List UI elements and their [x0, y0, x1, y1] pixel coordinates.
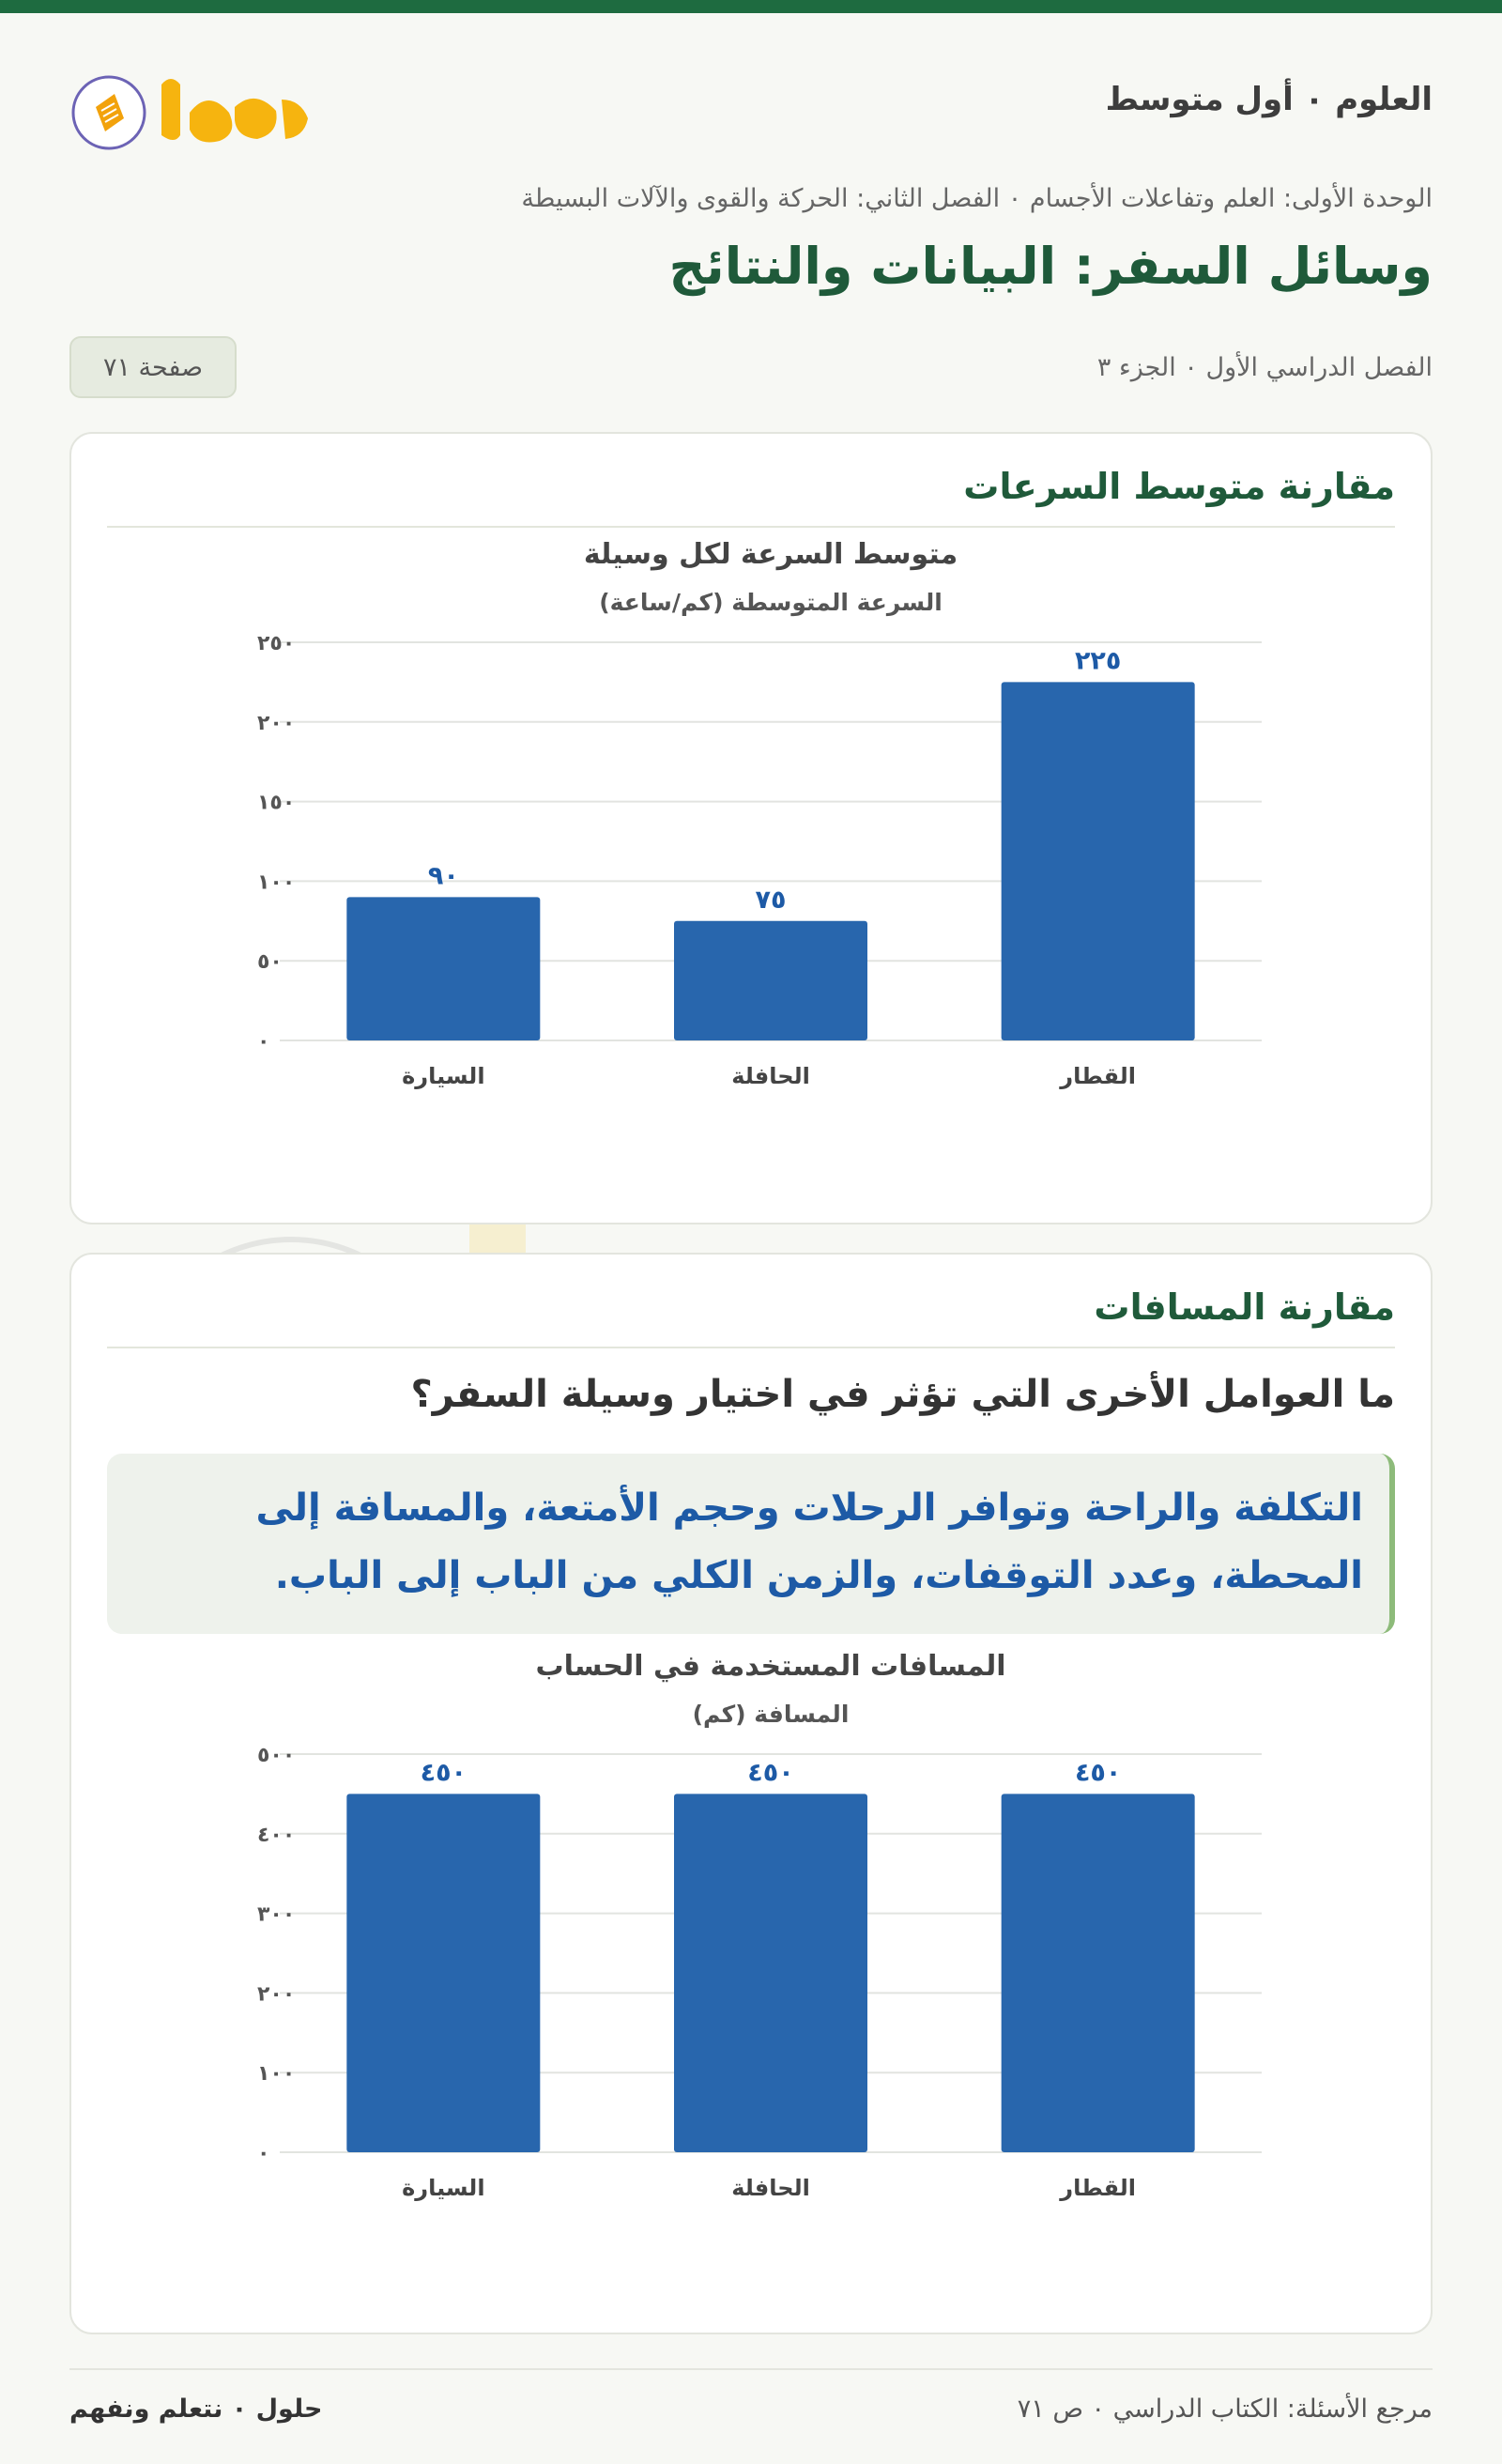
chart-title: المسافات المستخدمة في الحساب — [535, 1650, 1006, 1683]
footer-divider — [69, 2368, 1433, 2370]
data-label: ٤٥٠ — [420, 1758, 467, 1788]
x-tick-label: السيارة — [402, 2175, 485, 2201]
y-tick-label: ١٠٠ — [257, 870, 296, 895]
question-text: ما العوامل الأخرى التي تؤثر في اختيار وسيلة السفر؟ — [410, 1373, 1395, 1416]
y-tick-label: ٥٠ — [257, 950, 283, 975]
data-label: ٤٥٠ — [1074, 1758, 1122, 1788]
y-tick-label: ٢٥٠ — [257, 632, 296, 655]
y-tick-label: ٥٠٠ — [257, 1744, 296, 1767]
semester-meta: الفصل الدراسي الأول ٠ الجزء ٣ — [1096, 353, 1433, 382]
bar — [346, 897, 540, 1040]
data-label: ٩٠ — [427, 861, 459, 891]
distance-comparison-card — [69, 1253, 1433, 2334]
distance-bar-chart — [71, 1649, 1434, 2325]
y-tick-label: ٢٠٠ — [257, 1982, 296, 2007]
y-tick-label: ٣٠٠ — [257, 1902, 296, 1927]
bar — [674, 1794, 867, 2152]
y-axis-label: المسافة (كم) — [692, 1701, 850, 1728]
page-number-badge: صفحة ٧١ — [69, 336, 237, 398]
top-accent-bar — [0, 0, 1502, 13]
x-tick-label: القطار — [1060, 1063, 1137, 1089]
data-label: ٢٢٥ — [1074, 646, 1122, 676]
x-tick-label: الحافلة — [731, 2175, 810, 2201]
footer-brand: حلول ٠ نتعلم ونفهم — [69, 2395, 323, 2424]
x-tick-label: القطار — [1060, 2175, 1137, 2201]
data-label: ٧٥ — [755, 885, 787, 915]
page-header — [69, 56, 1433, 150]
speed-bar-chart — [71, 537, 1434, 1213]
y-tick-label: ١٥٠ — [257, 791, 296, 815]
divider — [107, 1347, 1395, 1348]
x-tick-label: السيارة — [402, 1063, 485, 1089]
bar — [1002, 682, 1195, 1040]
card-heading: مقارنة المسافات — [1094, 1286, 1395, 1328]
x-tick-label: الحافلة — [731, 1063, 810, 1089]
answer-text: التكلفة والراحة وتوافر الرحلات وحجم الأمتعة، والمسافة إلى المحطة، وعدد التوقفات، والزمن الكلي من الباب إلى الباب. — [255, 1486, 1363, 1597]
y-tick-label: ٠ — [257, 1030, 270, 1054]
bar — [674, 921, 867, 1040]
y-tick-label: ٠ — [257, 2142, 270, 2165]
bar — [346, 1794, 540, 2152]
card-heading: مقارنة متوسط السرعات — [963, 466, 1395, 507]
bar — [1002, 1794, 1195, 2152]
data-label: ٤٥٠ — [747, 1758, 794, 1788]
y-tick-label: ١٠٠ — [257, 2062, 296, 2087]
subject-grade: العلوم ٠ أول متوسط — [1105, 81, 1433, 118]
answer-box — [107, 1454, 1395, 1634]
y-axis-label: السرعة المتوسطة (كم/ساعة) — [599, 589, 943, 616]
divider — [107, 526, 1395, 528]
y-tick-label: ٤٠٠ — [257, 1823, 296, 1847]
breadcrumb: الوحدة الأولى: العلم وتفاعلات الأجسام ٠ الفصل الثاني: الحركة والقوى والآلات البسيطة — [521, 184, 1433, 213]
footer-reference: مرجع الأسئلة: الكتاب الدراسي ٠ ص ٧١ — [1017, 2395, 1433, 2424]
hulul-logo — [69, 66, 314, 150]
y-tick-label: ٢٠٠ — [257, 711, 296, 735]
speed-comparison-card — [69, 432, 1433, 1224]
chart-title: متوسط السرعة لكل وسيلة — [583, 538, 958, 571]
page-title: وسائل السفر: البيانات والنتائج — [668, 237, 1433, 296]
